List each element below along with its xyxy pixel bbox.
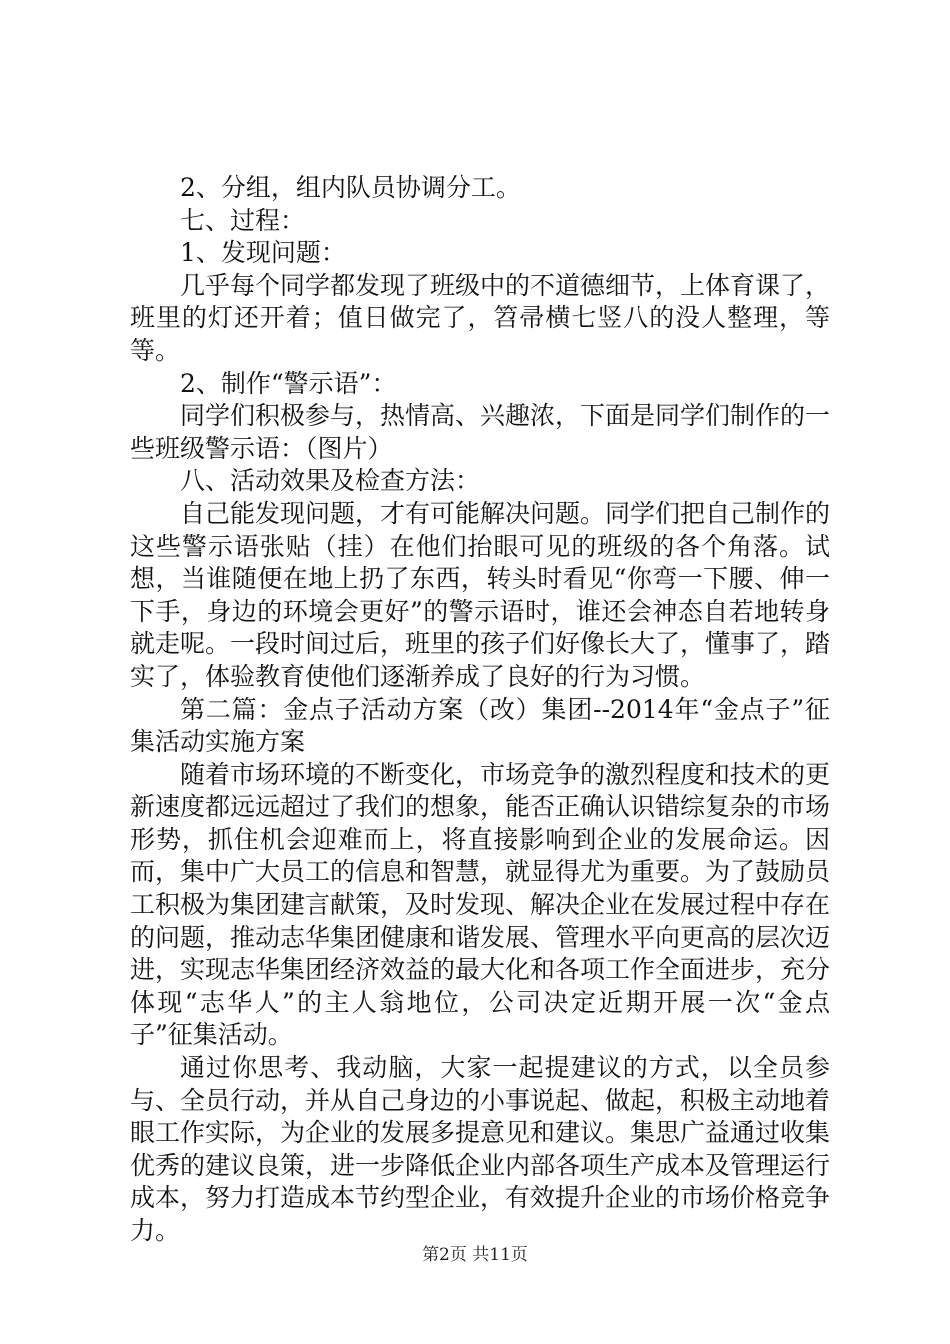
section-heading: 七、过程： bbox=[180, 205, 306, 235]
paragraph: 1、发现问题： bbox=[180, 238, 346, 268]
paragraph: 几乎每个同学都发现了班级中的不道德细节，上体育课了，班里的灯还开着；值日做完了，笤帚横七竖八的没人整理，等等。 bbox=[130, 270, 831, 365]
paragraph: 同学们积极参与，热情高、兴趣浓，下面是同学们制作的一些班级警示语：（图片） bbox=[130, 401, 831, 463]
page-number-footer: 第2页 共11页 bbox=[422, 1245, 528, 1265]
section-heading: 八、活动效果及检查方法： bbox=[180, 466, 481, 496]
paragraph: 自己能发现问题，才有可能解决问题。同学们把自己制作的这些警示语张贴（挂）在他们抬眼可见的班级的各个角落。试想，当谁随便在地上扔了东西，转头时看见“你弯一下腰、伸一下手，身边的环境会更好”的警示语时，谁还会神态自若地转身就走呢。一段时间过后，班里的孩子们好像长大了，懂事了，踏实了，体验教育使他们逐渐养成了良好的行为习惯。 bbox=[130, 498, 831, 691]
paragraph: 随着市场环境的不断变化，市场竞争的激烈程度和技术的更新速度都远远超过了我们的想象，能否正确认识错综复杂的市场形势，抓住机会迎难而上，将直接影响到企业的发展命运。因而，集中广大员工的信息和智慧，就显得尤为重要。为了鼓励员工积极为集团建言献策，及时发现、解决企业在发展过程中存在的问题，推动志华集团健康和谐发展、管理水平向更高的层次迈进，实现志华集团经济效益的最大化和各项工作全面进步，充分体现“志华人”的主人翁地位，公司决定近期开展一次“金点子”征集活动。 bbox=[130, 759, 831, 1050]
document-body bbox=[130, 172, 830, 1248]
paragraph: 通过你思考、我动脑，大家一起提建议的方式，以全员参与、全员行动，并从自己身边的小事说起、做起，积极主动地着眼工作实际，为企业的发展多提意见和建议。集思广益通过收集优秀的建议良策，进一步降低企业内部各项生产成本及管理运行成本，努力打造成本节约型企业，有效提升企业的市场价格竞争力。 bbox=[130, 1053, 831, 1245]
paragraph: 2、分组，组内队员协调分工。 bbox=[180, 173, 521, 202]
paragraph: 2、制作“警示语”： bbox=[180, 368, 397, 398]
chapter-title: 第二篇：金点子活动方案（改）集团--2014年“金点子”征集活动实施方案 bbox=[130, 694, 830, 757]
